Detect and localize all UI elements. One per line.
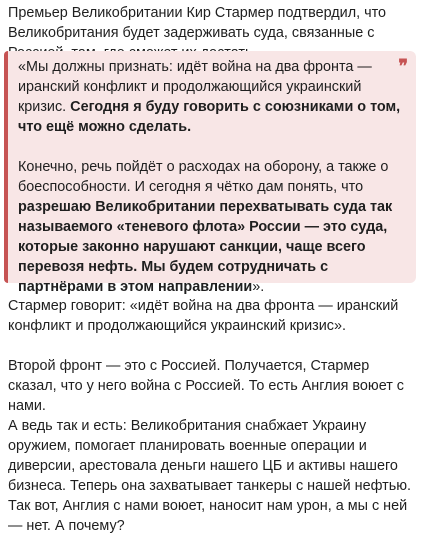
quote-p1-bold: Сегодня я буду говорить с союзниками о том, что ещё можно сделать. (18, 99, 401, 135)
quote-p2-bold: разрешаю Великобритании перехватывать суда так называемого «теневого флота» России — это суда, которые законно нарушают санкции, чаще всего перевозя нефть. Мы будем сотрудничать с партнёрами в этом направлении (18, 199, 393, 295)
paragraph-2: Второй фронт — это с Россией. Получается, Стармер сказал, что у него война с Россией. То есть Англия воюет с нами. (8, 358, 405, 414)
paragraph-4: Так вот, Англия с нами воюет, наносит нам урон, а мы с ней — нет. А почему? (8, 498, 408, 534)
quote-paragraph-2 (18, 157, 406, 297)
quote-p2-end: ». (252, 279, 265, 295)
paragraph-3: А ведь так и есть: Великобритания снабжает Украину оружием, помогает планировать военные операции и диверсии, арестовала деньги нашего ЦБ и активы нашего бизнеса. Теперь она захватывает танкеры с нашей нефтью. (8, 418, 412, 494)
quote-p2-text: Конечно, речь пойдёт о расходах на оборону, а также о боеспособности. И сегодня я чётко дам понять, что (18, 159, 389, 195)
quote-icon: ❞ (398, 56, 408, 77)
blockquote (4, 51, 416, 295)
quote-p1-text: «Мы должны признать: идёт война на два фронта — иранский конфликт и продолжающийся украинский кризис. (18, 59, 372, 115)
quote-paragraph-1 (18, 57, 406, 137)
intro-paragraph: Премьер Великобритании Кир Стармер подтвердил, что Великобритания будет задерживать суда, связанные с (8, 5, 387, 41)
paragraph-1: Стармер говорит: «идёт война на два фронта — иранский конфликт и продолжающийся украинский кризис». (8, 298, 399, 334)
